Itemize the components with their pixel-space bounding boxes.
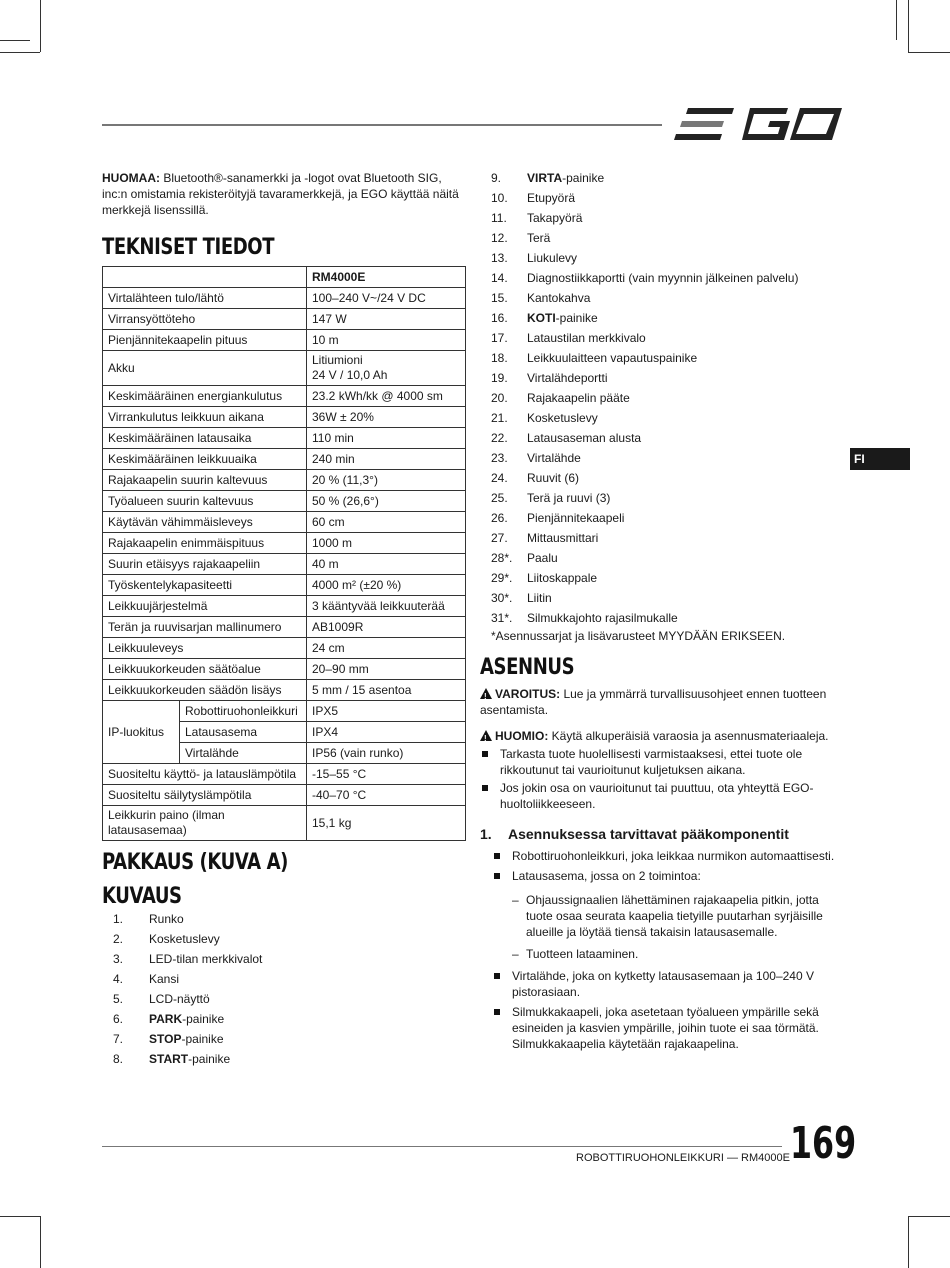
list-text (527, 470, 579, 490)
list-text-rest: Liitoskappale (527, 571, 598, 585)
list-item (491, 350, 840, 370)
list-number: 7. (113, 1032, 124, 1046)
list-text-rest: Silmukkajohto rajasilmukalle (527, 611, 678, 625)
list-item (113, 911, 466, 931)
spec-value: -15–55 °C (307, 764, 466, 785)
spec-value: 1000 m (307, 533, 466, 554)
note-text: Bluetooth®-sanamerkki ja -logot ovat Bluetooth SIG, inc:n omistamia rekisteröityjä tavaramerkkejä, ja EGO käyttää näitä merkkejä lisenssillä. (102, 171, 459, 217)
spec-label: Akku (103, 351, 307, 386)
list-item (491, 270, 840, 290)
table-row (103, 764, 466, 785)
list-text-rest: Runko (149, 912, 184, 926)
spec-value: 4000 m² (±20 %) (307, 575, 466, 596)
list-text (149, 991, 210, 1011)
ip-value: IPX4 (307, 722, 466, 743)
crop-mark (908, 0, 909, 52)
list-item (491, 490, 840, 510)
list-item: Tarkasta tuote huolellisesti varmistaaksesi, ettei tuote ole rikkoutunut tai vaurioitunut kuljetuksen aikana. (480, 746, 840, 778)
list-text-rest: Lataustilan merkkivalo (527, 331, 646, 345)
list-text-rest: -painike (562, 171, 605, 185)
spec-value: 36W ± 20% (307, 407, 466, 428)
spec-value: -40–70 °C (307, 785, 466, 806)
list-text-rest: Rajakaapelin pääte (527, 391, 630, 405)
inspection-list (480, 746, 840, 812)
list-text (527, 170, 604, 190)
list-number: 20. (491, 391, 508, 405)
footer-title: ROBOTTIRUOHONLEIKKURI — RM4000E (576, 1152, 790, 1164)
list-text (527, 490, 610, 510)
list-number: 24. (491, 471, 508, 485)
list-item: Robottiruohonleikkuri, joka leikkaa nurmikon automaattisesti. (492, 848, 840, 864)
spec-label: Työskentelykapasiteetti (103, 575, 307, 596)
table-row (103, 596, 466, 617)
ip-component: Robottiruohonleikkuri (180, 701, 307, 722)
list-number: 28*. (491, 551, 513, 565)
list-item: Latausasema, jossa on 2 toimintoa: (492, 868, 840, 884)
table-row (103, 701, 466, 722)
list-text (527, 330, 646, 350)
components-list-continued (492, 968, 840, 1052)
spec-label: Suositeltu säilytyslämpötila (103, 785, 307, 806)
specs-heading: TEKNISET TIEDOT (102, 235, 275, 260)
warning-text: Lue ja ymmärrä turvallisuusohjeet ennen tuotteen asentamista. (480, 687, 827, 717)
list-number: 4. (113, 972, 124, 986)
list-number: 29*. (491, 571, 513, 585)
table-row (103, 386, 466, 407)
list-number: 16. (491, 311, 508, 325)
station-functions-list (512, 892, 840, 962)
list-text (527, 310, 598, 330)
list-text (527, 350, 697, 370)
list-text-rest: Mittausmittari (527, 531, 599, 545)
list-text (527, 430, 641, 450)
list-text (527, 570, 597, 590)
spec-value: 20 % (11,3°) (307, 470, 466, 491)
list-number: 11. (491, 211, 507, 225)
crop-mark (40, 0, 41, 52)
list-number: 21. (491, 411, 508, 425)
kuvaus-heading: KUVAUS (102, 884, 182, 909)
table-row (103, 351, 466, 386)
list-item (491, 390, 840, 410)
crop-mark (896, 0, 897, 40)
crop-mark (0, 40, 30, 41)
list-text-rest: Kosketuslevy (527, 411, 598, 425)
bluetooth-note (102, 170, 466, 218)
spec-label: Leikkuuleveys (103, 638, 307, 659)
spec-label: Suositeltu käyttö- ja latauslämpötila (103, 764, 307, 785)
list-text (527, 210, 582, 230)
list-item: Silmukkakaapeli, joka asetetaan työalueen ympärille sekä esineiden ja kasvien ympärille, joihin tuote ei saa törmätä. Silmukkakaapelia käytetään rajakaapelina. (492, 1004, 840, 1052)
list-text-bold: START (149, 1052, 189, 1066)
components-heading-num: 1. (480, 826, 492, 842)
list-item (113, 1031, 466, 1051)
list-item (491, 410, 840, 430)
ip-value: IP56 (vain runko) (307, 743, 466, 764)
list-text-rest: LED-tilan merkkivalot (149, 952, 263, 966)
list-number: 5. (113, 992, 124, 1006)
list-text (527, 610, 678, 630)
list-item (491, 530, 840, 550)
warning-icon (480, 688, 492, 699)
spec-label: Suurin etäisyys rajakaapeliin (103, 554, 307, 575)
list-text-rest: Latausaseman alusta (527, 431, 642, 445)
table-row (103, 330, 466, 351)
language-tab: FI (850, 448, 910, 470)
spec-value: 240 min (307, 449, 466, 470)
list-text-rest: Paalu (527, 551, 558, 565)
spec-value: 110 min (307, 428, 466, 449)
list-text (527, 270, 798, 290)
crop-mark (0, 52, 40, 53)
list-text (527, 390, 630, 410)
list-item (113, 931, 466, 951)
list-text-rest: Liukulevy (527, 251, 578, 265)
list-item (491, 190, 840, 210)
list-text (527, 290, 590, 310)
list-item: Virtalähde, joka on kytketty latausasemaan ja 100–240 V pistorasiaan. (492, 968, 840, 1000)
footnote: *Asennussarjat ja lisävarusteet MYYDÄÄN ERIKSEEN. (491, 629, 786, 643)
spec-label: Rajakaapelin enimmäispituus (103, 533, 307, 554)
list-text-rest: Terä (527, 231, 551, 245)
ego-logo (672, 104, 844, 144)
list-number: 26. (491, 511, 508, 525)
table-row (103, 309, 466, 330)
spec-value: 23.2 kWh/kk @ 4000 sm (307, 386, 466, 407)
spec-label: Leikkurin paino (ilman latausasemaa) (103, 806, 307, 841)
list-text-rest: Etupyörä (527, 191, 576, 205)
spec-value: 24 cm (307, 638, 466, 659)
list-item (491, 470, 840, 490)
description-list-left (102, 911, 466, 1071)
warning-icon (480, 730, 492, 741)
list-text-rest: Ruuvit (6) (527, 471, 580, 485)
table-cell (103, 267, 307, 288)
spec-label: Keskimääräinen energiankulutus (103, 386, 307, 407)
list-number: 22. (491, 431, 508, 445)
list-item (491, 550, 840, 570)
list-text (527, 590, 552, 610)
list-item (491, 590, 840, 610)
page-number: 169 (790, 1118, 857, 1169)
list-text-rest: -painike (181, 1032, 224, 1046)
list-text-rest: Kansi (149, 972, 180, 986)
list-text (527, 450, 581, 470)
list-number: 27. (491, 531, 508, 545)
spec-value: 10 m (307, 330, 466, 351)
note-label: HUOMAA: (102, 171, 160, 185)
list-number: 3. (113, 952, 124, 966)
list-text (527, 190, 575, 210)
list-text-rest: -painike (188, 1052, 231, 1066)
pakkaus-heading: PAKKAUS (KUVA A) (102, 850, 288, 875)
list-text (527, 370, 608, 390)
list-item: Jos jokin osa on vaurioitunut tai puuttuu, ota yhteyttä EGO-huoltoliikkeeseen. (480, 780, 840, 812)
asennus-heading: ASENNUS (480, 655, 575, 680)
list-text (149, 971, 179, 991)
list-text (527, 230, 550, 250)
components-heading (480, 826, 840, 842)
spec-value: 147 W (307, 309, 466, 330)
spec-label: Käytävän vähimmäisleveys (103, 512, 307, 533)
ip-label: IP-luokitus (103, 701, 180, 764)
table-row (103, 491, 466, 512)
spec-label: Pienjännitekaapelin pituus (103, 330, 307, 351)
list-item (113, 971, 466, 991)
spec-value: 5 mm / 15 asentoa (307, 680, 466, 701)
list-text-rest: -painike (555, 311, 598, 325)
table-row (103, 407, 466, 428)
list-item (113, 991, 466, 1011)
list-text (527, 250, 577, 270)
crop-mark (40, 1216, 41, 1268)
list-number: 12. (491, 231, 508, 245)
list-number: 1. (113, 912, 124, 926)
list-item (491, 250, 840, 270)
list-text (149, 1011, 224, 1031)
list-number: 30*. (491, 591, 513, 605)
list-text-rest: Virtalähdeportti (527, 371, 608, 385)
spec-label: Virransyöttöteho (103, 309, 307, 330)
list-number: 13. (491, 251, 508, 265)
list-number: 17. (491, 331, 508, 345)
spec-value: 60 cm (307, 512, 466, 533)
list-text-rest: Leikkuulaitteen vapautuspainike (527, 351, 698, 365)
crop-mark (908, 52, 950, 53)
ip-component: Latausasema (180, 722, 307, 743)
table-row (103, 554, 466, 575)
list-text-rest: -painike (182, 1012, 225, 1026)
list-text-rest: Liitin (527, 591, 552, 605)
caution-note (480, 728, 840, 744)
spec-label: Terän ja ruuvisarjan mallinumero (103, 617, 307, 638)
table-row (103, 575, 466, 596)
warning-label: VAROITUS: (495, 687, 561, 701)
list-number: 6. (113, 1012, 124, 1026)
list-item (491, 570, 840, 590)
ip-value: IPX5 (307, 701, 466, 722)
list-item (491, 430, 840, 450)
list-number: 14. (491, 271, 508, 285)
list-text-bold: KOTI (527, 311, 556, 325)
list-item (491, 450, 840, 470)
list-number: 31*. (491, 611, 513, 625)
list-item (491, 310, 840, 330)
warning-note (480, 686, 840, 718)
list-number: 10. (491, 191, 508, 205)
table-row (103, 680, 466, 701)
spec-label: Virrankulutus leikkuun aikana (103, 407, 307, 428)
list-item (491, 210, 840, 230)
ip-component: Virtalähde (180, 743, 307, 764)
spec-label: Virtalähteen tulo/lähtö (103, 288, 307, 309)
list-item (491, 330, 840, 350)
list-text-rest: Diagnostiikkaportti (vain myynnin jälkeinen palvelu) (527, 271, 799, 285)
list-text (527, 510, 624, 530)
table-row (103, 806, 466, 841)
list-item (113, 1051, 466, 1071)
list-item (491, 230, 840, 250)
list-number: 8. (113, 1052, 124, 1066)
spec-value: 15,1 kg (307, 806, 466, 841)
spec-label: Työalueen suurin kaltevuus (103, 491, 307, 512)
crop-mark (908, 1216, 950, 1217)
list-item (491, 510, 840, 530)
list-text-rest: Pienjännitekaapeli (527, 511, 625, 525)
list-text-bold: VIRTA (527, 171, 563, 185)
list-text-rest: Takapyörä (527, 211, 583, 225)
spec-label: Rajakaapelin suurin kaltevuus (103, 470, 307, 491)
table-row (103, 617, 466, 638)
list-text (149, 911, 184, 931)
list-text (149, 951, 262, 971)
table-row (103, 470, 466, 491)
list-item (491, 170, 840, 190)
list-text (149, 1051, 230, 1071)
spec-value: 100–240 V~/24 V DC (307, 288, 466, 309)
table-row (103, 449, 466, 470)
list-text-rest: Kosketuslevy (149, 932, 220, 946)
list-item: – Tuotteen lataaminen. (512, 946, 840, 962)
spec-label: Keskimääräinen leikkuuaika (103, 449, 307, 470)
list-text-rest: Terä ja ruuvi (3) (527, 491, 611, 505)
specs-table (102, 266, 466, 841)
spec-label: Leikkuukorkeuden säätöalue (103, 659, 307, 680)
list-number: 9. (491, 171, 502, 185)
list-number: 19. (491, 371, 508, 385)
table-row (103, 533, 466, 554)
table-row (103, 267, 466, 288)
table-row (103, 638, 466, 659)
spec-value: 3 kääntyvää leikkuuterää (307, 596, 466, 617)
list-text (527, 410, 598, 430)
list-item: – Ohjaussignaalien lähettäminen rajakaapelia pitkin, jotta tuote osaa seurata kaapelia tietyille puutarhan syrjäisille alueille ja löytää tiensä takaisin latausasemalle. (512, 892, 840, 940)
header-rule (102, 124, 662, 126)
crop-mark (0, 1216, 40, 1217)
spec-value: 40 m (307, 554, 466, 575)
list-text-rest: Virtalähde (527, 451, 581, 465)
spec-label: Leikkuukorkeuden säädön lisäys (103, 680, 307, 701)
list-text-rest: LCD-näyttö (149, 992, 210, 1006)
caution-label: HUOMIO: (495, 729, 549, 743)
table-row (103, 512, 466, 533)
spec-value: 20–90 mm (307, 659, 466, 680)
table-row (103, 785, 466, 806)
list-number: 15. (491, 291, 508, 305)
list-number: 2. (113, 932, 124, 946)
list-text (149, 1031, 224, 1051)
list-text-rest: Kantokahva (527, 291, 591, 305)
spec-value: AB1009R (307, 617, 466, 638)
table-row (103, 428, 466, 449)
spec-label: Keskimääräinen latausaika (103, 428, 307, 449)
list-number: 23. (491, 451, 508, 465)
list-item (113, 1011, 466, 1031)
list-text-bold: PARK (149, 1012, 183, 1026)
footer-rule (102, 1146, 782, 1147)
list-text (149, 931, 220, 951)
list-item (491, 610, 840, 630)
spec-label: Leikkuujärjestelmä (103, 596, 307, 617)
table-row (103, 288, 466, 309)
list-text (527, 550, 558, 570)
list-number: 25. (491, 491, 508, 505)
table-row (103, 659, 466, 680)
components-heading-text: Asennuksessa tarvittavat pääkomponentit (508, 826, 789, 842)
list-text-bold: STOP (149, 1032, 182, 1046)
model-header: RM4000E (307, 267, 466, 288)
caution-text: Käytä alkuperäisiä varaosia ja asennusmateriaaleja. (548, 729, 829, 743)
description-list-right (480, 170, 840, 630)
list-item (491, 370, 840, 390)
spec-value: Litiumioni 24 V / 10,0 Ah (307, 351, 466, 386)
list-item (491, 290, 840, 310)
components-list (492, 848, 840, 884)
spec-value: 50 % (26,6°) (307, 491, 466, 512)
crop-mark (908, 1216, 909, 1268)
list-number: 18. (491, 351, 508, 365)
list-item (113, 951, 466, 971)
list-text (527, 530, 598, 550)
right-column (480, 170, 840, 1054)
left-column (102, 170, 466, 1071)
